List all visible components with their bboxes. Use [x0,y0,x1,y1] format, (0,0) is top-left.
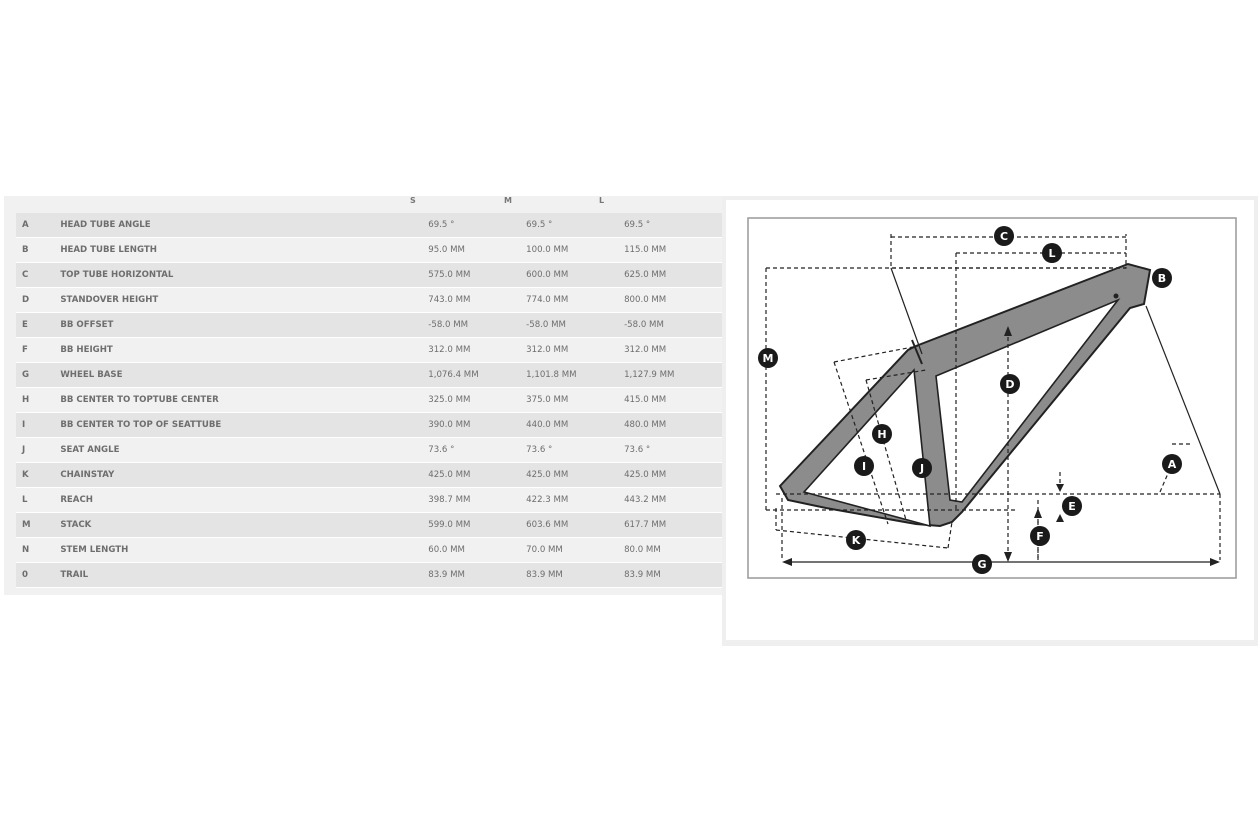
row-value-m: 774.0 MM [526,288,624,313]
row-measurement-name: STANDOVER HEIGHT [60,288,428,313]
table-row [16,513,722,538]
row-measurement-name: HEAD TUBE ANGLE [60,213,428,238]
row-value-l: 1,127.9 MM [624,363,722,388]
row-letter: 0 [16,563,60,588]
table-row [16,288,722,313]
row-value-l: 80.0 MM [624,538,722,563]
size-header-l: L [599,196,605,205]
row-measurement-name: TRAIL [60,563,428,588]
dimension-label-j [912,458,932,478]
row-value-l: 312.0 MM [624,338,722,363]
row-value-m: 440.0 MM [526,413,624,438]
row-letter: G [16,363,60,388]
row-value-m: 312.0 MM [526,338,624,363]
dimension-label-i [854,456,874,476]
row-value-s: 390.0 MM [428,413,526,438]
row-letter: K [16,463,60,488]
table-row [16,263,722,288]
svg-text:G: G [977,558,987,571]
row-letter: N [16,538,60,563]
dimension-label-f [1030,526,1050,546]
dimension-label-a [1162,454,1182,474]
row-value-m: 69.5 ° [526,213,624,238]
row-value-l: -58.0 MM [624,313,722,338]
svg-text:F: F [1036,530,1044,543]
svg-text:J: J [919,462,925,475]
row-value-s: 73.6 ° [428,438,526,463]
dimension-label-m [758,348,778,368]
row-letter: L [16,488,60,513]
table-row [16,438,722,463]
row-value-s: 69.5 ° [428,213,526,238]
table-row [16,313,722,338]
row-letter: M [16,513,60,538]
bike-frame-diagram [726,200,1254,640]
row-letter: H [16,388,60,413]
geometry-table [16,213,722,588]
row-value-s: 1,076.4 MM [428,363,526,388]
geometry-diagram [726,200,1254,640]
row-value-l: 83.9 MM [624,563,722,588]
row-value-l: 800.0 MM [624,288,722,313]
row-measurement-name: BB OFFSET [60,313,428,338]
row-value-m: 422.3 MM [526,488,624,513]
svg-text:I: I [861,460,867,473]
svg-text:M: M [762,352,774,365]
table-row [16,238,722,263]
row-value-l: 73.6 ° [624,438,722,463]
dimension-label-d [1000,374,1020,394]
row-measurement-name: WHEEL BASE [60,363,428,388]
row-value-m: 600.0 MM [526,263,624,288]
dimension-label-c [994,226,1014,246]
table-row [16,538,722,563]
row-value-s: -58.0 MM [428,313,526,338]
dimension-label-h [872,424,892,444]
row-measurement-name: SEAT ANGLE [60,438,428,463]
svg-text:A: A [1167,458,1177,471]
row-value-m: 375.0 MM [526,388,624,413]
svg-text:E: E [1068,500,1076,513]
row-letter: B [16,238,60,263]
geometry-table-panel [4,196,724,595]
table-row [16,563,722,588]
table-row [16,488,722,513]
row-measurement-name: REACH [60,488,428,513]
row-value-m: 100.0 MM [526,238,624,263]
row-measurement-name: BB CENTER TO TOPTUBE CENTER [60,388,428,413]
row-letter: A [16,213,60,238]
dimension-label-g [972,554,992,574]
row-value-s: 325.0 MM [428,388,526,413]
table-row [16,463,722,488]
row-letter: F [16,338,60,363]
svg-text:H: H [877,428,887,441]
row-value-s: 398.7 MM [428,488,526,513]
svg-text:C: C [999,230,1009,243]
row-measurement-name: STACK [60,513,428,538]
table-row [16,388,722,413]
row-value-s: 599.0 MM [428,513,526,538]
size-header-s: S [410,196,416,205]
row-value-m: -58.0 MM [526,313,624,338]
size-header-m: M [504,196,512,205]
row-measurement-name: STEM LENGTH [60,538,428,563]
row-value-s: 312.0 MM [428,338,526,363]
svg-text:B: B [1157,272,1167,285]
row-value-s: 83.9 MM [428,563,526,588]
table-row [16,413,722,438]
table-row [16,363,722,388]
bike-frame [780,264,1150,526]
row-value-s: 95.0 MM [428,238,526,263]
row-measurement-name: BB HEIGHT [60,338,428,363]
row-measurement-name: BB CENTER TO TOP OF SEATTUBE [60,413,428,438]
row-value-s: 575.0 MM [428,263,526,288]
row-value-s: 60.0 MM [428,538,526,563]
row-value-l: 425.0 MM [624,463,722,488]
row-value-l: 443.2 MM [624,488,722,513]
row-value-l: 480.0 MM [624,413,722,438]
row-value-m: 1,101.8 MM [526,363,624,388]
row-value-m: 83.9 MM [526,563,624,588]
row-measurement-name: TOP TUBE HORIZONTAL [60,263,428,288]
row-value-m: 73.6 ° [526,438,624,463]
dimension-label-l [1042,243,1062,263]
row-value-l: 625.0 MM [624,263,722,288]
row-value-m: 70.0 MM [526,538,624,563]
size-header-row [4,196,724,212]
svg-text:D: D [1005,378,1015,391]
row-value-l: 115.0 MM [624,238,722,263]
dimension-label-b [1152,268,1172,288]
table-row [16,338,722,363]
row-value-s: 743.0 MM [428,288,526,313]
row-letter: C [16,263,60,288]
row-letter: D [16,288,60,313]
row-value-l: 617.7 MM [624,513,722,538]
row-value-m: 603.6 MM [526,513,624,538]
svg-text:L: L [1048,247,1056,260]
dimension-label-k [846,530,866,550]
row-value-l: 69.5 ° [624,213,722,238]
row-letter: J [16,438,60,463]
row-value-s: 425.0 MM [428,463,526,488]
row-value-m: 425.0 MM [526,463,624,488]
table-row [16,213,722,238]
dimension-label-e [1062,496,1082,516]
row-measurement-name: HEAD TUBE LENGTH [60,238,428,263]
geometry-diagram-panel [722,196,1258,646]
row-letter: E [16,313,60,338]
row-value-l: 415.0 MM [624,388,722,413]
svg-text:K: K [851,534,861,547]
row-letter: I [16,413,60,438]
row-measurement-name: CHAINSTAY [60,463,428,488]
